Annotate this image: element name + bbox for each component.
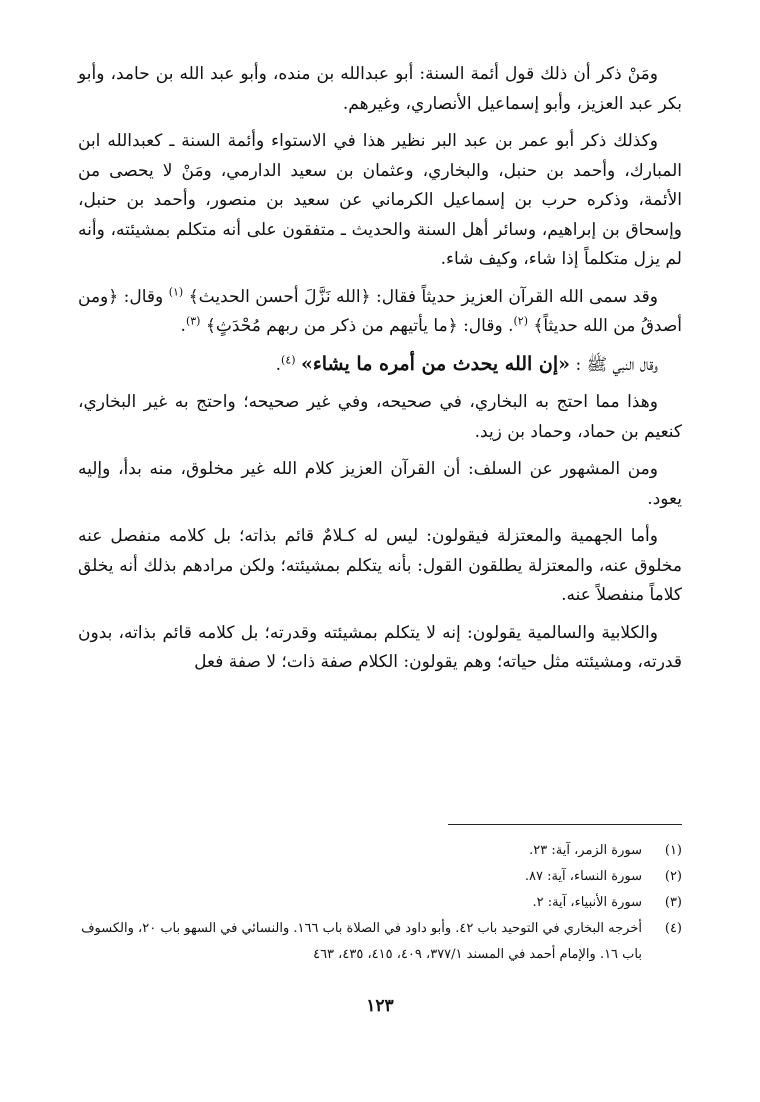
- footnote-ref-1: (١): [168, 284, 184, 298]
- paragraph-1: ومَنْ ذكر أن ذلك قول أئمة السنة: أبو عبدالله بن منده، وأبو عبد الله بن حامد، وأبو بكر عبد العزيز، وأبو إسماعيل الأنصاري، وغيرهم.: [78, 64, 682, 114]
- footnote-text: سورة الزمر، آية: ٢٣.: [529, 843, 642, 858]
- paragraph-3-part-1: وقد سمى الله القرآن العزيز حديثاً فقال: ﴿الله نَزَّلَ أحسن الحديث﴾: [188, 286, 658, 307]
- footnote-2: [78, 864, 682, 890]
- footnote-divider: [448, 824, 682, 825]
- paragraph-3: [78, 283, 682, 342]
- paragraph-6: ومن المشهور عن السلف: أن القرآن العزيز كلام الله غير مخلوق، منه بدأ، وإليه يعود.: [78, 459, 682, 509]
- footnote-number: (٢): [664, 869, 682, 884]
- paragraph-4-tail: .: [275, 354, 282, 375]
- paragraph-4-lead: وقال النبي ﷺ :: [570, 354, 658, 375]
- paragraph-3-part-2: وقال: ﴿ومن أصدقُ من الله حديثاً﴾: [78, 286, 682, 336]
- footnote-ref-3: (٣): [185, 314, 201, 328]
- footnote-text: سورة الأنبياء، آية: ٢.: [532, 895, 642, 910]
- footnote-ref-4: (٤): [281, 352, 296, 366]
- footnote-number: (٤): [664, 921, 682, 936]
- footnote-1: [78, 838, 682, 864]
- page-number: ١٢٣: [366, 996, 394, 1016]
- footnote-3: [78, 890, 682, 916]
- footnote-text: أخرجه البخاري في التوحيد باب ٤٢. وأبو داود في الصلاة باب ١٦٦. والنسائي في السهو باب ٢٠، والكسوف باب ١٦. والإمام أحمد في المسند ٣٧٧/١، ٤٠٩، ٤١٥، ٤٣٥، ٤٦٣: [81, 921, 642, 962]
- footnotes: [78, 838, 682, 968]
- paragraph-4: [78, 350, 682, 381]
- paragraph-3-part-4: .: [180, 316, 186, 336]
- footnote-4: [78, 916, 682, 968]
- footnote-text: سورة النساء، آية: ٨٧.: [524, 869, 642, 884]
- footnote-number: (١): [664, 843, 682, 858]
- paragraph-2: وكذلك ذكر أبو عمر بن عبد البر نظير هذا في الاستواء وأئمة السنة ـ كعبدالله ابن المبارك، وأحمد بن حنبل، والبخاري، وعثمان بن سعيد الدارمي، ومَنْ لا يحصى من الأئمة، وذكره حرب بن إسماعيل الكرماني عن سعيد بن منصور، وأحمد بن حنبل، وإسحاق بن إبراهيم، وسائر أهل السنة والحديث ـ متفقون على أنه متكلم بمشيئته، وأنه لم يزل متكلماً إذا شاء، وكيف شاء.: [78, 131, 682, 269]
- paragraph-7: وأما الجهمية والمعتزلة فيقولون: ليس له كـلامٌ قائم بذاته؛ بل كلامه منفصل عنه مخلوق عنه، والمعتزلة يطلقون القول: بأنه يتكلم بمشيئته؛ ولكن مرادهم بذلك أنه يخلق كلاماً منفصلاً عنه.: [78, 526, 682, 605]
- hadith-quote: «إن الله يحدث من أمره ما يشاء»: [300, 352, 571, 375]
- paragraph-3-part-3: . وقال: ﴿ما يأتيهم من ذكر من ربهم مُحْدَثٍ﴾: [205, 316, 514, 336]
- footnote-ref-2: (٢): [513, 314, 528, 328]
- footnote-number: (٣): [664, 895, 682, 910]
- main-text: [78, 60, 682, 686]
- paragraph-8: والكلابية والسالمية يقولون: إنه لا يتكلم بمشيئته وقدرته؛ بل كلامه قائم بذاته، بدون قدرته، ومشيئته مثل حياته؛ وهم يقولون: الكلام صفة ذات؛ لا صفة فعل: [78, 622, 682, 672]
- paragraph-5: وهذا مما احتج به البخاري، في صحيحه، وفي غير صحيحه؛ واحتج به غير البخاري، كنعيم بن حماد، وحماد بن زيد.: [78, 392, 682, 442]
